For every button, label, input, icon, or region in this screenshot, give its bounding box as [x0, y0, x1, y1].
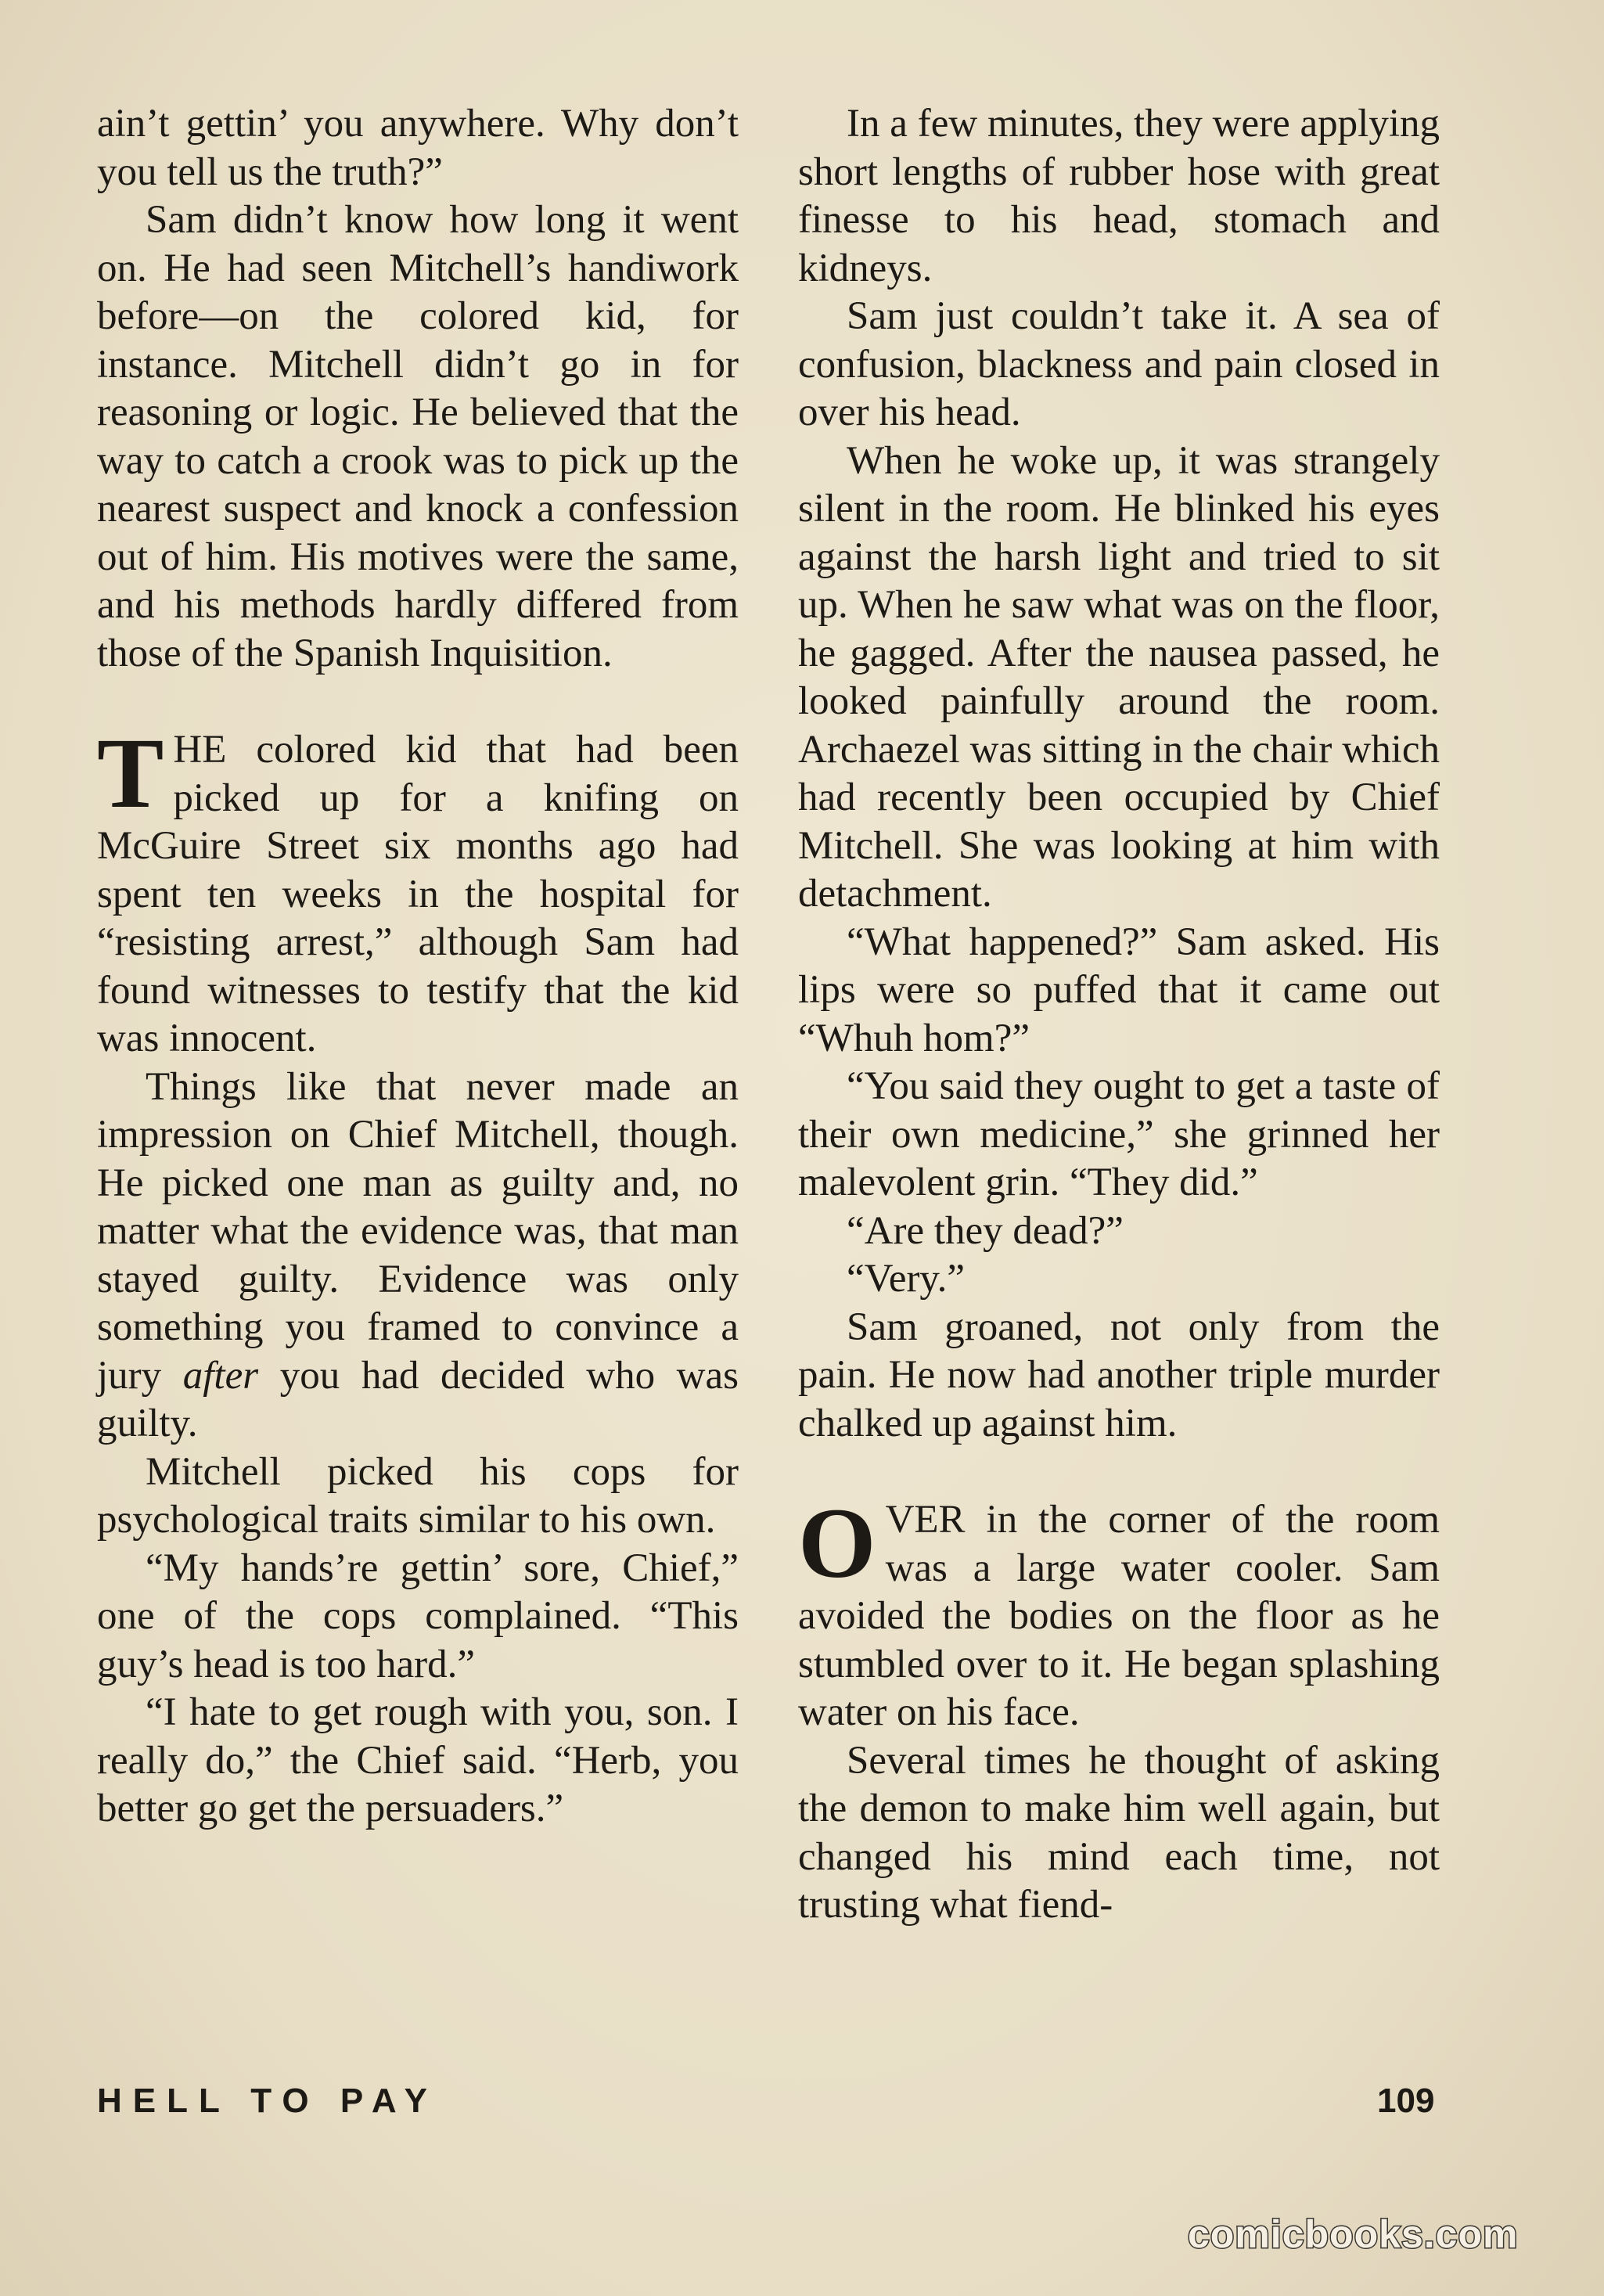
- running-footer-title: HELL TO PAY: [97, 2082, 439, 2120]
- paragraph: ain’t gettin’ you anywhere. Why don’t you tell us the truth?”: [97, 102, 739, 194]
- watermark-logo: comicbooks.com: [1188, 2212, 1519, 2256]
- page-number: 109: [1377, 2082, 1435, 2120]
- paragraph-with-dropcap: [97, 718, 739, 1063]
- paragraph: “What happened?” Sam asked. His lips were so puffed that it came out “Whuh hom?”: [798, 919, 1440, 1060]
- paragraph-text: VER in the corner of the room was a large water cooler. Sam avoided the bodies on the floor as he stumbled over to it. He began splashing water on his face.: [798, 1498, 1440, 1734]
- paragraph: “Are they dead?”: [847, 1208, 1124, 1253]
- right-text-column: [798, 100, 1440, 1930]
- paragraph-text: Things like that never made an impression on Chief Mitchell, though. He picked one man as guilty and, no matter what the evidence was, that man stayed guilty.: [97, 1064, 739, 1301]
- paragraph: Several times he thought of asking the demon to make him well again, but changed his mind each time, not trusting what fiend-: [798, 1738, 1440, 1927]
- emphasis: after: [182, 1353, 259, 1398]
- paragraph-with-dropcap: [798, 1488, 1440, 1737]
- paragraph: Mitchell picked his cops for psychological traits similar to his own.: [97, 1449, 739, 1542]
- paragraph: Sam groaned, not only from the pain. He now had another triple murder chalked up against him.: [798, 1305, 1440, 1445]
- paragraph-text: Evidence was only something you framed to convince a jury: [97, 1257, 739, 1398]
- paragraph: “Very.”: [847, 1257, 966, 1301]
- paragraph: Sam just couldn’t take it. A sea of confusion, blackness and pain closed in over his head.: [798, 294, 1440, 434]
- drop-cap: T: [97, 718, 164, 829]
- paragraph: “You said they ought to get a taste of their own medicine,” she grinned her malevolent grin. “They did.”: [798, 1064, 1440, 1204]
- drop-cap: O: [798, 1488, 876, 1599]
- paragraph: When he woke up, it was strangely silent in the room. He blinked his eyes against the harsh light and tried to sit up. When he saw what was on the floor, he gagged. After the nausea passed, he looked painfully around the room. Archaezel was sitting in the chair which had recently been occupied by Chief Mitchell. She was looking at him with detachment.: [798, 438, 1440, 916]
- paragraph: “I hate to get rough with you, son. I really do,” the Chief said. “Herb, you better go get the persuaders.”: [97, 1690, 739, 1830]
- paragraph: [97, 1063, 739, 1448]
- section-break: [798, 1448, 1440, 1496]
- section-break: [97, 678, 739, 726]
- paragraph: Sam didn’t know how long it went on. He had seen Mitchell’s handiwork before—on the colored kid, for instance. Mitchell didn’t go in for reasoning or logic. He believed that the way to catch a crook was to pick up the nearest suspect and knock a confession out of him. His motives were the same, and his methods hardly differed from those of the Spanish Inquisition.: [97, 198, 739, 675]
- paragraph-text: HE colored kid that had been picked up for a knifing on McGuire Street six months ago had spent ten weeks in the hospital for “resisting arrest,” although Sam had found witnesses to testify that the kid was innocent.: [97, 728, 739, 1060]
- paragraph: In a few minutes, they were applying short lengths of rubber hose with great finesse to his head, stomach and kidneys.: [798, 102, 1440, 290]
- left-text-column: [97, 100, 739, 1834]
- paragraph-text: you had decided who was guilty.: [97, 1353, 739, 1445]
- paragraph: “My hands’re gettin’ sore, Chief,” one of the cops complained. “This guy’s head is too hard.”: [97, 1546, 739, 1686]
